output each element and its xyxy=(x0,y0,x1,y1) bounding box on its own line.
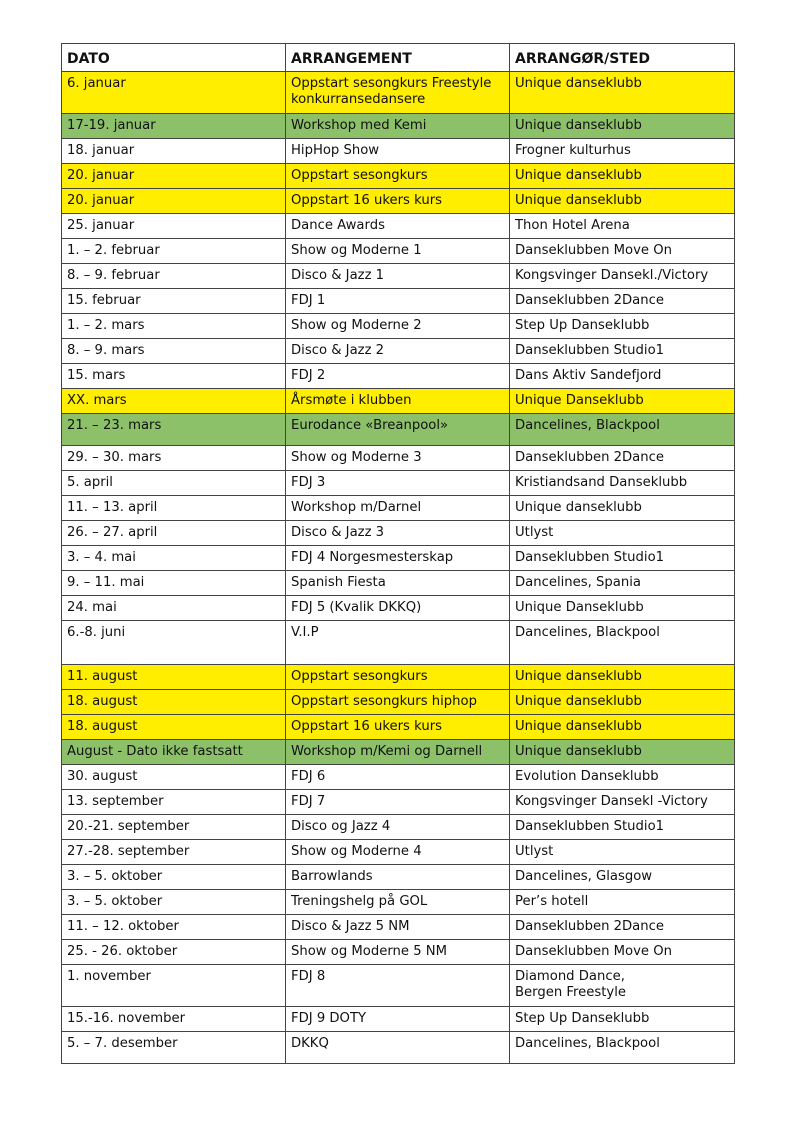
cell-event: Oppstart 16 ukers kurs xyxy=(286,715,510,740)
cell-venue: Danseklubben Studio1 xyxy=(510,546,735,571)
cell-event: FDJ 3 xyxy=(286,471,510,496)
cell-event: Show og Moderne 3 xyxy=(286,446,510,471)
cell-date: 1. – 2. mars xyxy=(62,314,286,339)
cell-venue: Dancelines, Glasgow xyxy=(510,865,735,890)
cell-date: 27.-28. september xyxy=(62,840,286,865)
cell-event: Show og Moderne 2 xyxy=(286,314,510,339)
cell-venue: Per’s hotell xyxy=(510,890,735,915)
cell-date: 18. august xyxy=(62,715,286,740)
table-row xyxy=(62,521,735,546)
cell-date: 8. – 9. februar xyxy=(62,264,286,289)
cell-venue: Utlyst xyxy=(510,521,735,546)
cell-venue: Unique danseklubb xyxy=(510,740,735,765)
cell-date: 30. august xyxy=(62,765,286,790)
table-row xyxy=(62,1032,735,1064)
cell-date: 3. – 5. oktober xyxy=(62,890,286,915)
cell-venue: Unique danseklubb xyxy=(510,715,735,740)
cell-date: 5. – 7. desember xyxy=(62,1032,286,1064)
table-row xyxy=(62,139,735,164)
cell-date: 25. januar xyxy=(62,214,286,239)
cell-event: FDJ 5 (Kvalik DKKQ) xyxy=(286,596,510,621)
table-row xyxy=(62,114,735,139)
cell-venue: Danseklubben Move On xyxy=(510,940,735,965)
table-row xyxy=(62,596,735,621)
table-row xyxy=(62,621,735,665)
table-row xyxy=(62,940,735,965)
cell-date: 11. – 12. oktober xyxy=(62,915,286,940)
header-event: ARRANGEMENT xyxy=(286,44,510,72)
cell-event: FDJ 2 xyxy=(286,364,510,389)
cell-venue: Unique danseklubb xyxy=(510,164,735,189)
table-row xyxy=(62,164,735,189)
table-row xyxy=(62,765,735,790)
cell-venue: Kongsvinger Dansekl -Victory xyxy=(510,790,735,815)
cell-event: Show og Moderne 5 NM xyxy=(286,940,510,965)
event-calendar-table xyxy=(61,43,735,1064)
cell-date: 18. januar xyxy=(62,139,286,164)
cell-venue: Step Up Danseklubb xyxy=(510,1007,735,1032)
cell-date: 25. - 26. oktober xyxy=(62,940,286,965)
cell-event: Oppstart sesongkurs xyxy=(286,665,510,690)
table-row xyxy=(62,546,735,571)
cell-venue: Unique danseklubb xyxy=(510,189,735,214)
cell-venue: Kristiandsand Danseklubb xyxy=(510,471,735,496)
table-row xyxy=(62,314,735,339)
table-row xyxy=(62,446,735,471)
cell-event: Dance Awards xyxy=(286,214,510,239)
cell-event: V.I.P xyxy=(286,621,510,665)
table-row xyxy=(62,239,735,264)
cell-venue: Unique danseklubb xyxy=(510,690,735,715)
cell-venue: Danseklubben Studio1 xyxy=(510,339,735,364)
table-row xyxy=(62,740,735,765)
cell-venue: Unique danseklubb xyxy=(510,496,735,521)
cell-venue: Danseklubben Studio1 xyxy=(510,815,735,840)
cell-venue: Unique danseklubb xyxy=(510,665,735,690)
cell-event: Show og Moderne 1 xyxy=(286,239,510,264)
cell-venue: Kongsvinger Dansekl./Victory xyxy=(510,264,735,289)
cell-venue: Thon Hotel Arena xyxy=(510,214,735,239)
cell-date: 21. – 23. mars xyxy=(62,414,286,446)
cell-date: 26. – 27. april xyxy=(62,521,286,546)
cell-venue: Danseklubben 2Dance xyxy=(510,289,735,314)
table-row xyxy=(62,865,735,890)
cell-event: DKKQ xyxy=(286,1032,510,1064)
table-row xyxy=(62,364,735,389)
cell-event: Årsmøte i klubben xyxy=(286,389,510,414)
header-venue: ARRANGØR/STED xyxy=(510,44,735,72)
cell-date: 20. januar xyxy=(62,164,286,189)
cell-event: FDJ 7 xyxy=(286,790,510,815)
table-row xyxy=(62,715,735,740)
cell-date: XX. mars xyxy=(62,389,286,414)
table-row xyxy=(62,72,735,114)
cell-event: FDJ 1 xyxy=(286,289,510,314)
table-row xyxy=(62,915,735,940)
table-row xyxy=(62,1007,735,1032)
cell-event: FDJ 8 xyxy=(286,965,510,1007)
cell-venue: Unique Danseklubb xyxy=(510,596,735,621)
cell-date: 15.-16. november xyxy=(62,1007,286,1032)
table-row xyxy=(62,665,735,690)
cell-date: 29. – 30. mars xyxy=(62,446,286,471)
cell-date: 15. februar xyxy=(62,289,286,314)
cell-date: 9. – 11. mai xyxy=(62,571,286,596)
cell-event: Oppstart sesongkurs hiphop xyxy=(286,690,510,715)
cell-venue: Evolution Danseklubb xyxy=(510,765,735,790)
cell-venue: Dancelines, Blackpool xyxy=(510,1032,735,1064)
table-row xyxy=(62,815,735,840)
cell-event: Oppstart sesongkurs Freestyle konkurransedansere xyxy=(286,72,510,114)
table-row xyxy=(62,471,735,496)
cell-event: Workshop m/Darnel xyxy=(286,496,510,521)
cell-date: 15. mars xyxy=(62,364,286,389)
table-row xyxy=(62,339,735,364)
table-row xyxy=(62,790,735,815)
table-row xyxy=(62,289,735,314)
cell-date: August - Dato ikke fastsatt xyxy=(62,740,286,765)
cell-venue: Unique danseklubb xyxy=(510,114,735,139)
cell-event: FDJ 6 xyxy=(286,765,510,790)
cell-date: 5. april xyxy=(62,471,286,496)
cell-venue: Utlyst xyxy=(510,840,735,865)
cell-venue: Danseklubben 2Dance xyxy=(510,915,735,940)
table-row xyxy=(62,264,735,289)
cell-date: 3. – 5. oktober xyxy=(62,865,286,890)
cell-date: 13. september xyxy=(62,790,286,815)
cell-event: FDJ 4 Norgesmesterskap xyxy=(286,546,510,571)
cell-venue: Dancelines, Spania xyxy=(510,571,735,596)
cell-event: Disco & Jazz 2 xyxy=(286,339,510,364)
cell-venue: Dancelines, Blackpool xyxy=(510,414,735,446)
table-row xyxy=(62,414,735,446)
cell-date: 6.-8. juni xyxy=(62,621,286,665)
cell-date: 18. august xyxy=(62,690,286,715)
cell-date: 20.-21. september xyxy=(62,815,286,840)
cell-event: Disco & Jazz 5 NM xyxy=(286,915,510,940)
table-header-row xyxy=(62,44,735,72)
cell-event: Disco og Jazz 4 xyxy=(286,815,510,840)
cell-venue: Diamond Dance, Bergen Freestyle xyxy=(510,965,735,1007)
cell-venue: Frogner kulturhus xyxy=(510,139,735,164)
cell-event: FDJ 9 DOTY xyxy=(286,1007,510,1032)
table-row xyxy=(62,571,735,596)
cell-event: Workshop m/Kemi og Darnell xyxy=(286,740,510,765)
cell-date: 3. – 4. mai xyxy=(62,546,286,571)
cell-event: Treningshelg på GOL xyxy=(286,890,510,915)
cell-event: Disco & Jazz 3 xyxy=(286,521,510,546)
cell-date: 20. januar xyxy=(62,189,286,214)
table-row xyxy=(62,496,735,521)
cell-event: Oppstart 16 ukers kurs xyxy=(286,189,510,214)
cell-date: 11. august xyxy=(62,665,286,690)
cell-venue: Danseklubben Move On xyxy=(510,239,735,264)
cell-venue: Unique danseklubb xyxy=(510,72,735,114)
cell-date: 17-19. januar xyxy=(62,114,286,139)
cell-date: 24. mai xyxy=(62,596,286,621)
cell-venue: Step Up Danseklubb xyxy=(510,314,735,339)
cell-date: 1. – 2. februar xyxy=(62,239,286,264)
table-row xyxy=(62,890,735,915)
cell-event: Oppstart sesongkurs xyxy=(286,164,510,189)
header-date: DATO xyxy=(62,44,286,72)
cell-event: Disco & Jazz 1 xyxy=(286,264,510,289)
cell-venue: Dans Aktiv Sandefjord xyxy=(510,364,735,389)
cell-venue: Dancelines, Blackpool xyxy=(510,621,735,665)
table-row xyxy=(62,965,735,1007)
cell-event: Eurodance «Breanpool» xyxy=(286,414,510,446)
table-row xyxy=(62,214,735,239)
cell-date: 1. november xyxy=(62,965,286,1007)
cell-event: Show og Moderne 4 xyxy=(286,840,510,865)
table-row xyxy=(62,840,735,865)
cell-date: 6. januar xyxy=(62,72,286,114)
cell-event: Barrowlands xyxy=(286,865,510,890)
cell-date: 11. – 13. april xyxy=(62,496,286,521)
cell-event: Workshop med Kemi xyxy=(286,114,510,139)
cell-venue: Danseklubben 2Dance xyxy=(510,446,735,471)
cell-venue: Unique Danseklubb xyxy=(510,389,735,414)
table-row xyxy=(62,189,735,214)
cell-event: HipHop Show xyxy=(286,139,510,164)
cell-date: 8. – 9. mars xyxy=(62,339,286,364)
table-row xyxy=(62,389,735,414)
table-row xyxy=(62,690,735,715)
cell-event: Spanish Fiesta xyxy=(286,571,510,596)
